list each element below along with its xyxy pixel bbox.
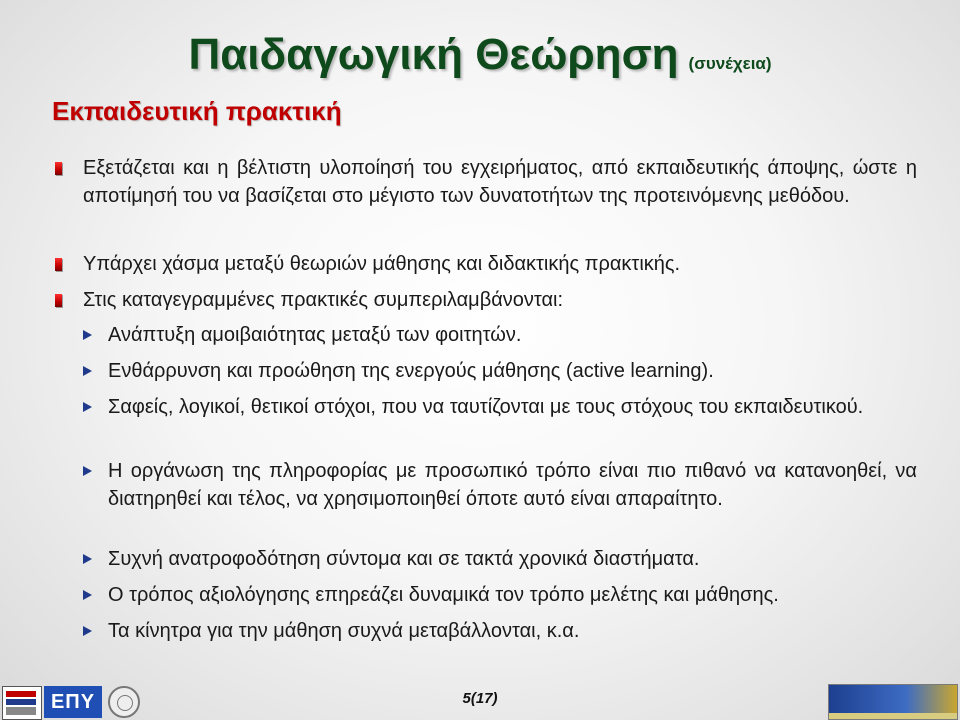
red-square-bullet-icon xyxy=(55,162,62,175)
seal-logo xyxy=(108,686,140,718)
blue-triangle-bullet-icon xyxy=(83,466,92,476)
blue-triangle-bullet-icon xyxy=(83,626,92,636)
title-main: Παιδαγωγική Θεώρηση xyxy=(188,30,679,79)
sub-bullet-item: Σαφείς, λογικοί, θετικοί στόχοι, που να ταυτίζονται με τους στόχους του εκπαιδευτικού. xyxy=(108,396,864,418)
slide-title xyxy=(0,30,960,80)
sub-bullet-item: Ενθάρρυνση και προώθηση της ενεργούς μάθησης (active learning). xyxy=(108,360,714,382)
bullet-item: Στις καταγεγραμμένες πρακτικές συμπεριλαμβάνονται: xyxy=(83,289,564,311)
title-sub: (συνέχεια) xyxy=(688,54,772,73)
blue-triangle-bullet-icon xyxy=(83,366,92,376)
blue-triangle-bullet-icon xyxy=(83,402,92,412)
page-number: 5(17) xyxy=(462,690,498,707)
sub-bullet-item: Ο τρόπος αξιολόγησης επηρεάζει δυναμικά τον τρόπο μελέτης και μάθησης. xyxy=(108,584,779,606)
sub-bullet-item: Τα κίνητρα για την μάθηση συχνά μεταβάλλονται, κ.α. xyxy=(108,620,580,642)
university-logo xyxy=(2,686,42,720)
bullet-item: Υπάρχει χάσμα μεταξύ θεωριών μάθησης και διδακτικής πρακτικής. xyxy=(83,253,681,275)
blue-triangle-bullet-icon xyxy=(83,330,92,340)
blue-triangle-bullet-icon xyxy=(83,590,92,600)
blue-triangle-bullet-icon xyxy=(83,554,92,564)
sub-bullet-item: Η οργάνωση της πληροφορίας με προσωπικό τρόπο είναι πιο πιθανό να κατανοηθεί, να διατηρηθεί και τέλος, να χρησιμοποιηθεί όποτε αυτό είναι απαραίτητο. xyxy=(108,460,917,510)
bullet-item: Εξετάζεται και η βέλτιστη υλοποίησή του εγχειρήματος, από εκπαιδευτικής άποψης, ώστε η αποτίμησή του να βασίζεται στο μέγιστο των δυνατοτήτων της προτεινόμενης μεθόδου. xyxy=(83,157,917,207)
epu-logo: ΕΠΥ xyxy=(44,686,102,718)
sub-bullet-item: Συχνή ανατροφοδότηση σύντομα και σε τακτά χρονικά διαστήματα. xyxy=(108,548,700,570)
red-square-bullet-icon xyxy=(55,258,62,271)
red-square-bullet-icon xyxy=(55,294,62,307)
section-subtitle: Εκπαιδευτική πρακτική xyxy=(52,96,342,126)
sub-bullet-item: Ανάπτυξη αμοιβαιότητας μεταξύ των φοιτητών. xyxy=(108,324,522,346)
conference-banner-logo xyxy=(828,684,958,720)
